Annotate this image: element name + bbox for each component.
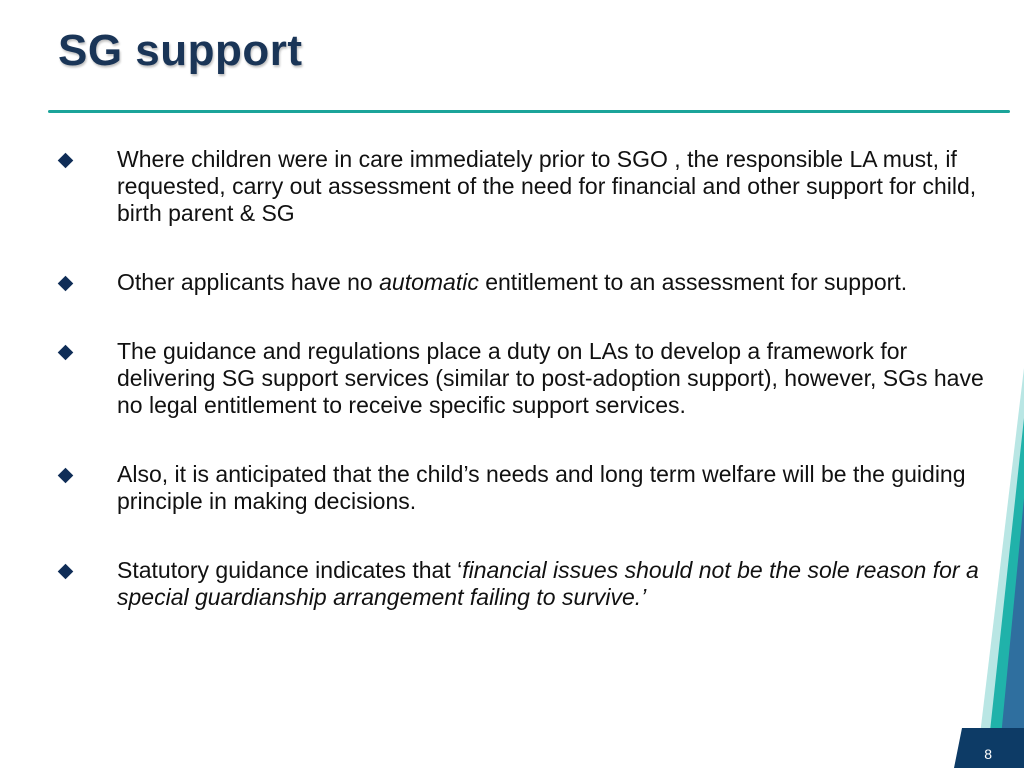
bullet-item-5	[56, 557, 996, 611]
bullet-text: The guidance and regulations place a duty on LAs to develop a framework for delivering SG support services (similar to post-adoption support), however, SGs have no legal entitlement to receive specific support services.	[117, 338, 984, 418]
diamond-bullet-icon	[58, 153, 74, 169]
diamond-bullet-icon	[58, 468, 74, 484]
bullet-text-after: entitlement to an assessment for support.	[478, 269, 908, 295]
diamond-bullet-icon	[58, 276, 74, 292]
bullet-item-4	[56, 461, 996, 515]
bullet-list	[56, 146, 996, 653]
corner-decoration	[954, 368, 1024, 768]
slide-title: SG support	[58, 26, 303, 75]
bullet-item-1	[56, 146, 996, 227]
bullet-text-italic: automatic	[379, 269, 479, 295]
bullet-text: Also, it is anticipated that the child’s needs and long term welfare will be the guiding principle in making decisions.	[117, 461, 966, 514]
bullet-item-3	[56, 338, 996, 419]
page-number: 8	[984, 746, 992, 762]
diamond-bullet-icon	[58, 345, 74, 361]
title-divider	[48, 110, 1010, 113]
bullet-text-italic: financial issues should not be the sole reason for a special guardianship arrangement failing to survive.’	[117, 557, 979, 610]
bullet-text-before: Statutory guidance indicates that ‘	[117, 557, 463, 583]
diamond-bullet-icon	[58, 564, 74, 580]
bullet-item-2	[56, 269, 996, 296]
bullet-text-before: Other applicants have no	[117, 269, 380, 295]
bullet-text: Where children were in care immediately prior to SGO , the responsible LA must, if requested, carry out assessment of the need for financial and other support for child, birth parent & SG	[117, 146, 977, 226]
